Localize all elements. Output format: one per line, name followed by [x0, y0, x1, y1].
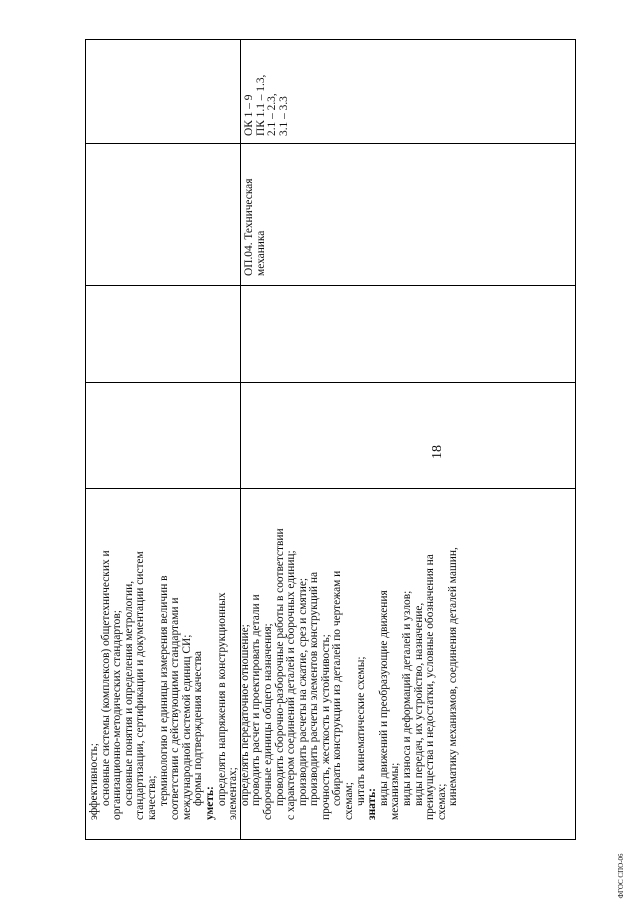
knowledge-line: схемам;	[343, 782, 356, 820]
knowledge-line: читать кинематические схемы;	[354, 656, 367, 806]
table-border-right	[85, 39, 575, 40]
knowledge-line: элементах;	[227, 767, 240, 820]
knowledge-line: виды износа и деформаций деталей и узлов;	[401, 590, 414, 806]
knowledge-line: организационно-методических стандартов;	[111, 610, 124, 820]
table-border-left	[85, 839, 575, 840]
knowledge-line: уметь:	[203, 786, 216, 820]
knowledge-line: соответствии с действующими стандартами и	[169, 597, 182, 820]
knowledge-line: качества;	[145, 775, 158, 820]
knowledge-line: виды движений и преобразующие движения	[377, 590, 390, 806]
knowledge-line: механизмы;	[389, 762, 402, 820]
page-number: 18	[430, 445, 445, 459]
knowledge-line: эффективность;	[88, 743, 100, 820]
knowledge-line: основные системы (комплексов) общетехнических и	[99, 550, 112, 806]
knowledge-line: производить расчеты на сжатие, срез и смятие;	[296, 577, 309, 806]
knowledge-line: преимущества и недостатки, условные обозначения на	[424, 554, 437, 820]
knowledge-line: виды передач, их устройство, назначение,	[412, 602, 425, 806]
knowledge-line: проводить расчет и проектировать детали и	[250, 594, 263, 806]
table-column-separator	[85, 382, 575, 383]
knowledge-line: сборочные единицы общего назначения;	[261, 623, 274, 820]
knowledge-line: кинематику механизмов, соединения деталей машин,	[447, 547, 460, 806]
knowledge-line: прочность, жесткость и устойчивость;	[319, 634, 332, 820]
knowledge-skills-cell	[89, 494, 460, 820]
knowledge-line: стандартизации, сертификации и документации систем	[134, 551, 147, 820]
knowledge-line: формы подтверждения качества	[192, 651, 205, 806]
table-column-separator	[85, 285, 575, 286]
discipline-cell	[244, 146, 267, 276]
table-border-top	[85, 39, 86, 840]
footer-code: ФГОС СПО-06	[617, 853, 625, 899]
knowledge-line: международной системой единиц СИ;	[180, 634, 193, 820]
knowledge-line: основные понятия и определения метрологии,	[122, 580, 135, 806]
competency-line: ПК 1.1 – 1.3,	[254, 74, 267, 136]
table-column-separator	[85, 488, 575, 489]
knowledge-line: определять напряжения в конструкционных	[215, 592, 228, 806]
knowledge-line: знать:	[366, 788, 379, 820]
competency-line: ОК 1 – 9	[243, 94, 255, 136]
table-border-bottom	[575, 39, 576, 840]
table-column-separator	[85, 143, 575, 144]
knowledge-line: проводить сборочно-разборочные работы в соответствии	[273, 528, 286, 806]
knowledge-line: с характером соединений деталей и сборочных единиц;	[285, 550, 298, 820]
competency-line: 2.1 – 2.3,	[266, 93, 279, 136]
knowledge-line: определять передаточное отношение;	[238, 624, 251, 806]
competency-line: 3.1 – 3.3	[277, 96, 290, 136]
knowledge-line: собирать конструкции из деталей по чертежам и	[331, 570, 344, 806]
competencies-cell	[244, 46, 290, 136]
discipline-line: механика	[254, 230, 267, 276]
knowledge-line: схемах;	[435, 783, 448, 820]
discipline-line: ОП.04. Техническая	[243, 178, 255, 276]
knowledge-line: производить расчеты элементов конструкций на	[308, 571, 321, 806]
knowledge-line: терминологию и единицы измерения величин в	[157, 575, 170, 806]
